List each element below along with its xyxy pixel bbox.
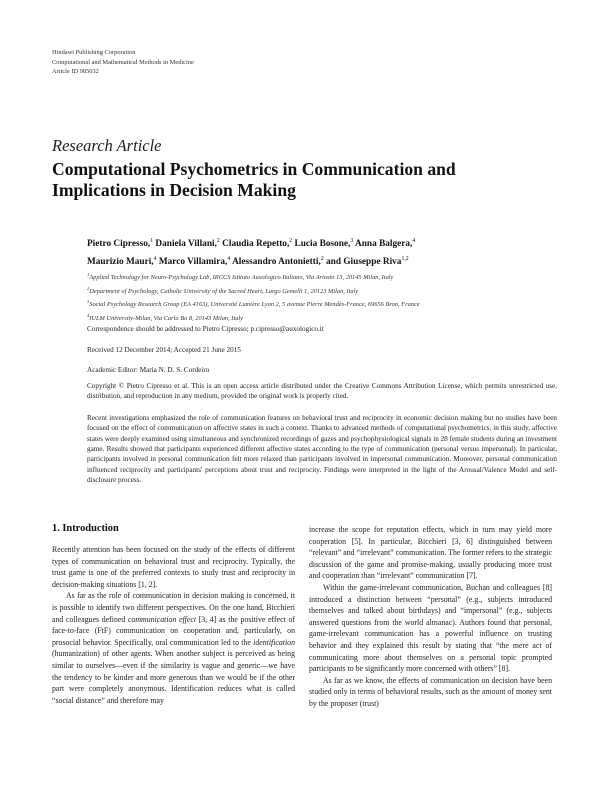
journal-name: Computational and Mathematical Methods in Medicine [52, 58, 194, 66]
abstract: Recent investigations emphasized the role of communication features on behavioral trust and reciprocity in economic decision making but no studies have been focused on the effect of communication on affective states in such a context. Thanks to advanced methods of computational psychometrics, in this study, affective states were deeply examined using simultaneous and synchronized recordings of gazes and psychophysiological signals in 28 female students during an investment game. Results showed that participants experienced different affective states according to the type of communication (personal versus impersonal). In particular, participants involved in personal communication felt more relaxed than participants involved in impersonal communication. Moreover, personal communication influenced reciprocity and participants' perceptions about trust and reciprocity. Findings were interpreted in the light of the Arousal/Valence Model and self-disclosure process. [87, 414, 557, 485]
title-line-1: Computational Psychometrics in Communication and [52, 159, 456, 179]
author-affiliation-mark: 2 [320, 255, 324, 262]
section-heading: 1. Introduction [52, 523, 119, 534]
author-affiliation-mark: 4 [227, 255, 231, 262]
title-line-2: Implications in Decision Making [52, 180, 296, 200]
text-run: (humanization) of other agents. When another subject is perceived as being similar to ourselves—even if the similarity is vague and generic—we have the tendency to be kinder and more generous than we would be if the other part were completely anonymous. Identification reduces what is called “social distance” and therefore may [52, 649, 295, 705]
author-list [87, 234, 557, 269]
affiliation-number: 3 [87, 299, 90, 305]
paragraph: As far as we know, the effects of communication on decision have been studied only in terms of behavioral results, such as the amount of money sent by the proposer (trust) [309, 675, 552, 708]
affiliation-text: Social Psychology Research Group (EA 4163), Université Lumière Lyon 2, 5 avenue Pierre Mendès-France, 69656 Bron, France [89, 301, 420, 309]
author-affiliation-mark: 4 [412, 238, 416, 244]
affiliation [87, 270, 567, 284]
paragraph: Within the game-irrelevant communication, Buchan and colleagues [8] introduced a distinction between “personal” (e.g., subjects introduced themselves and talked about birthdays) and “impersonal” (e.g., subjects answered questions from the world almanac). Authors found that personal, game-irrelevant communication has a powerful influence on trusting behavior and they explained this result by stating that “the mere act of communicating more about themselves on a personal topic prompted participants to be significantly more concerned with others” [8]. [309, 582, 552, 674]
text-run: [3, 4] as the positive effect of face-to-face (FtF) communication on cooperation and, particularly, on prosocial behavior. Specifically, oral communication led to the [52, 614, 295, 647]
author-line-2 [87, 252, 557, 270]
affiliation-text: Applied Technology for Neuro-Psychology Lab, IRCCS Istituto Auxologico Italiano, Via Ariosto 13, 20145 Milan, Italy [89, 274, 394, 281]
affiliation-number: 1 [87, 272, 90, 277]
author-affiliation-mark: 3 [350, 238, 354, 244]
author-affiliation-mark: 2 [289, 238, 293, 244]
affiliation [87, 311, 567, 325]
emphasis: identification [253, 637, 295, 647]
emphasis: communication effect [127, 614, 197, 624]
author-name: Alessandro Antonietti, [232, 256, 321, 267]
article-type: Research Article [52, 136, 162, 155]
academic-editor: Academic Editor: Maria N. D. S. Cordeiro [87, 366, 210, 374]
author-name: Claudia Repetto, [222, 239, 290, 249]
author-affiliation-mark: 1 [150, 238, 154, 244]
author-name: and Giuseppe Riva [326, 256, 402, 267]
paragraph [52, 590, 295, 706]
author-name: Daniela Villani, [155, 239, 217, 249]
affiliation [87, 284, 567, 298]
publisher-info [52, 48, 194, 77]
text-run: As far as the role of communication in decision making is concerned, it is possible to identify two different perspectives. On the one hand, Bicchieri and colleagues defined [52, 591, 295, 624]
author-name: Anna Balgera, [355, 239, 413, 249]
paragraph: Recently attention has been focused on the study of the effects of different types of communication on behavioral trust and reciprocity. Typically, the trust game is one of the preferred contexts to study trust and reciprocity in decision-making situations [1, 2]. [52, 545, 295, 589]
paragraph: increase the scope for reputation effects, which in turn may yield more cooperation [5]. In particular, Bicchieri [3, 6] distinguished between “relevant” and “irrelevant” communication. The former refers to the strategic discussion of the game and promise-making, usually producing more trust and cooperation than “irrelevant” communication [7]. [309, 525, 552, 581]
author-affiliation-mark: 2 [216, 238, 220, 244]
author-affiliation-mark: 4 [153, 255, 157, 262]
received-dates: Received 12 December 2014; Accepted 21 June 2015 [87, 346, 241, 354]
author-name: Pietro Cipresso, [87, 239, 151, 249]
body-column-left [52, 544, 295, 706]
author-name: Lucia Bosone, [294, 239, 351, 249]
author-affiliation-mark: 1,2 [401, 255, 409, 262]
affiliation-text: Department of Psychology, Catholic University of the Sacred Heart, Largo Gemelli 1, 20123 Milan, Italy [89, 287, 359, 295]
affiliation [87, 297, 567, 311]
author-name: Marco Villamira, [158, 256, 228, 267]
article-title [52, 159, 552, 201]
affiliation-text: IULM University-Milan, Via Carlo Bo 8, 20143 Milan, Italy [89, 315, 244, 323]
author-name: Maurizio Mauri, [87, 256, 154, 267]
body-column-right [309, 524, 552, 710]
copyright-notice: Copyright © Pietro Cipresso et al. This is an open access article distributed under the Creative Commons Attribution License, which permits unrestricted use, distribution, and reproduction in any medium, provided the original work is properly cited. [87, 382, 557, 401]
affiliation-list [87, 270, 567, 325]
affiliation-number: 4 [87, 313, 90, 319]
article-id: Article ID 985032 [52, 68, 99, 75]
affiliation-number: 2 [87, 285, 90, 291]
author-line-1 [87, 234, 557, 252]
correspondence-line: Correspondence should be addressed to Pietro Cipresso; p.cipresso@auxologico.it [87, 325, 324, 333]
publisher-name: Hindawi Publishing Corporation [52, 49, 136, 56]
